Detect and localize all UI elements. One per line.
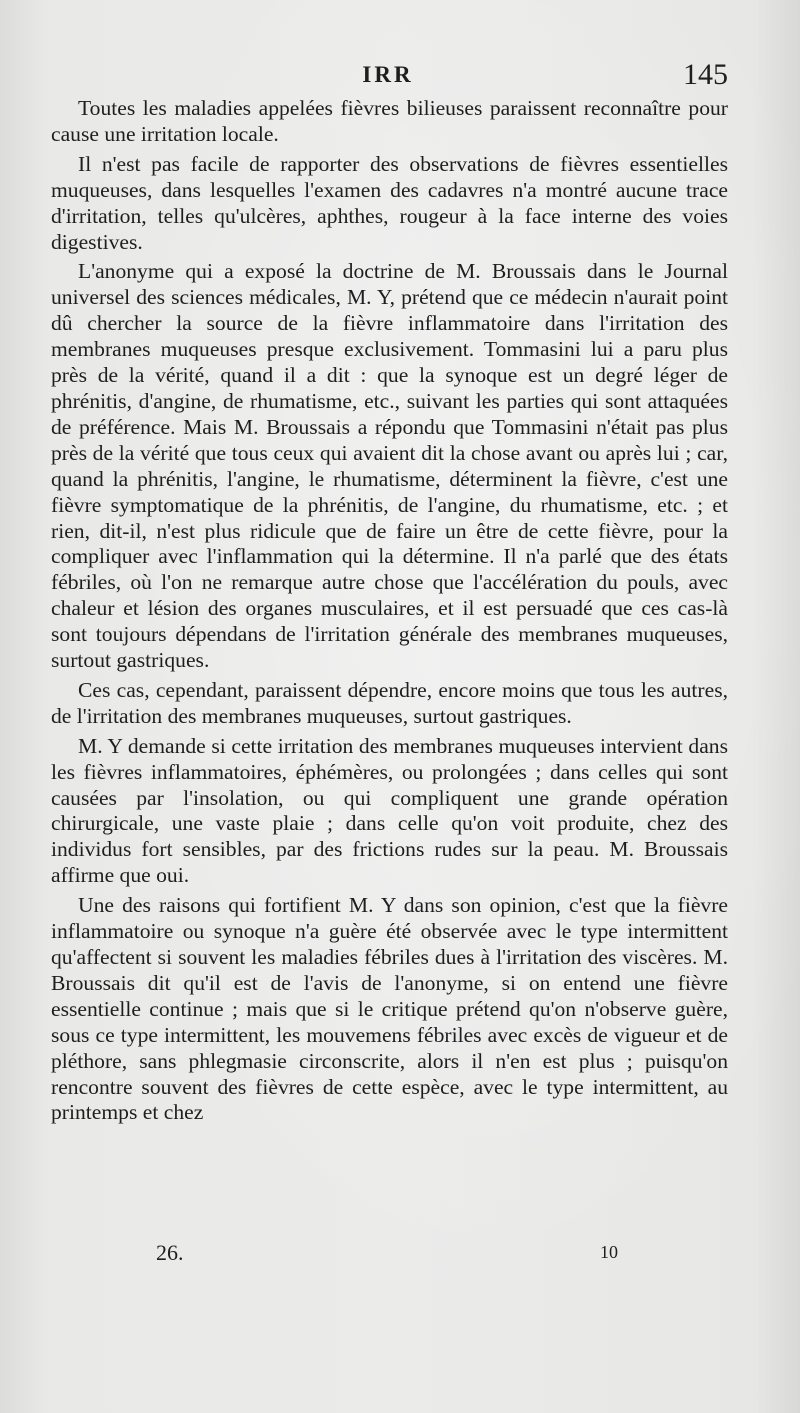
paragraph: Ces cas, cependant, paraissent dépendre, encore moins que tous les autres, de l'irritation des membranes muqueuses, surtout gastriques. (51, 677, 728, 728)
paragraph: Toutes les maladies appelées fièvres bilieuses paraissent reconnaître pour cause une irritation locale. (51, 96, 728, 146)
body-text (51, 96, 728, 1130)
page-number: 145 (683, 58, 728, 91)
paragraph: Une des raisons qui fortifient M. Y dans son opinion, c'est que la fièvre inflammatoire ou synoque n'a guère été observée avec le type intermittent qu'affectent si souvent les maladies fébriles dues à l'irritation des viscères. M. Broussais dit qu'il est de l'avis de l'anonyme, si on entend une fièvre essentielle continue ; mais que si le critique prétend qu'on n'observe guère, sous ce type intermittent, les mouvemens fébriles avec excès de vigueur et de pléthore, sans phlegmasie circonscrite, alors il n'en est plus ; puisqu'on rencontre souvent des fièvres de cette espèce, avec le type intermittent, au printemps et chez (51, 893, 728, 1125)
paragraph: M. Y demande si cette irritation des membranes muqueuses intervient dans les fièvres inflammatoires, éphémères, ou prolongées ; dans celles qui sont causées par l'insolation, ou qui compliquent une grande opération chirurgicale, une vaste plaie ; dans celle qu'on voit produite, chez des individus fort sensibles, par des frictions rudes sur la peau. M. Broussais affirme que oui. (51, 733, 728, 888)
paragraph: L'anonyme qui a exposé la doctrine de M. Broussais dans le Journal universel des sciences médicales, M. Y, prétend que ce médecin n'aurait point dû chercher la source de la fièvre inflammatoire dans l'irritation des membranes muqueuses presque exclusivement. Tommasini lui a paru plus près de la vérité, quand il a dit : que la synoque est un degré léger de phrénitis, d'angine, de rhumatisme, etc., suivant les parties qui sont attaquées de préférence. Mais M. Broussais a répondu que Tommasini n'était pas plus près de la vérité que tous ceux qui avaient dit la chose avant ou après lui ; car, quand la phrénitis, l'angine, le rhumatisme, déterminent la fièvre, c'est une fièvre symptomatique de la phrénitis, de l'angine, du rhumatisme, etc. ; et rien, dit-il, n'est plus ridicule que de faire un être de cette fièvre, pour la compliquer avec l'inflammation qui la détermine. Il n'a parlé que des états fébriles, où l'on ne remarque autre chose que l'accélération du pouls, avec chaleur et lésion des organes musculaires, et il est persuadé que ces cas-là sont toujours dépendans de l'irritation générale des membranes muqueuses, surtout gastriques. (51, 259, 728, 673)
page-footer (48, 1240, 728, 1280)
page-header (48, 58, 728, 98)
running-title: IRR (362, 62, 414, 87)
signature-mark: 26. (156, 1240, 184, 1265)
paragraph: Il n'est pas facile de rapporter des observations de fièvres essentielles muqueuses, dans lesquelles l'examen des cadavres n'a montré aucune trace d'irritation, telles qu'ulcères, aphthes, rougeur à la face interne des voies digestives. (51, 151, 728, 254)
sheet-number: 10 (600, 1242, 618, 1262)
